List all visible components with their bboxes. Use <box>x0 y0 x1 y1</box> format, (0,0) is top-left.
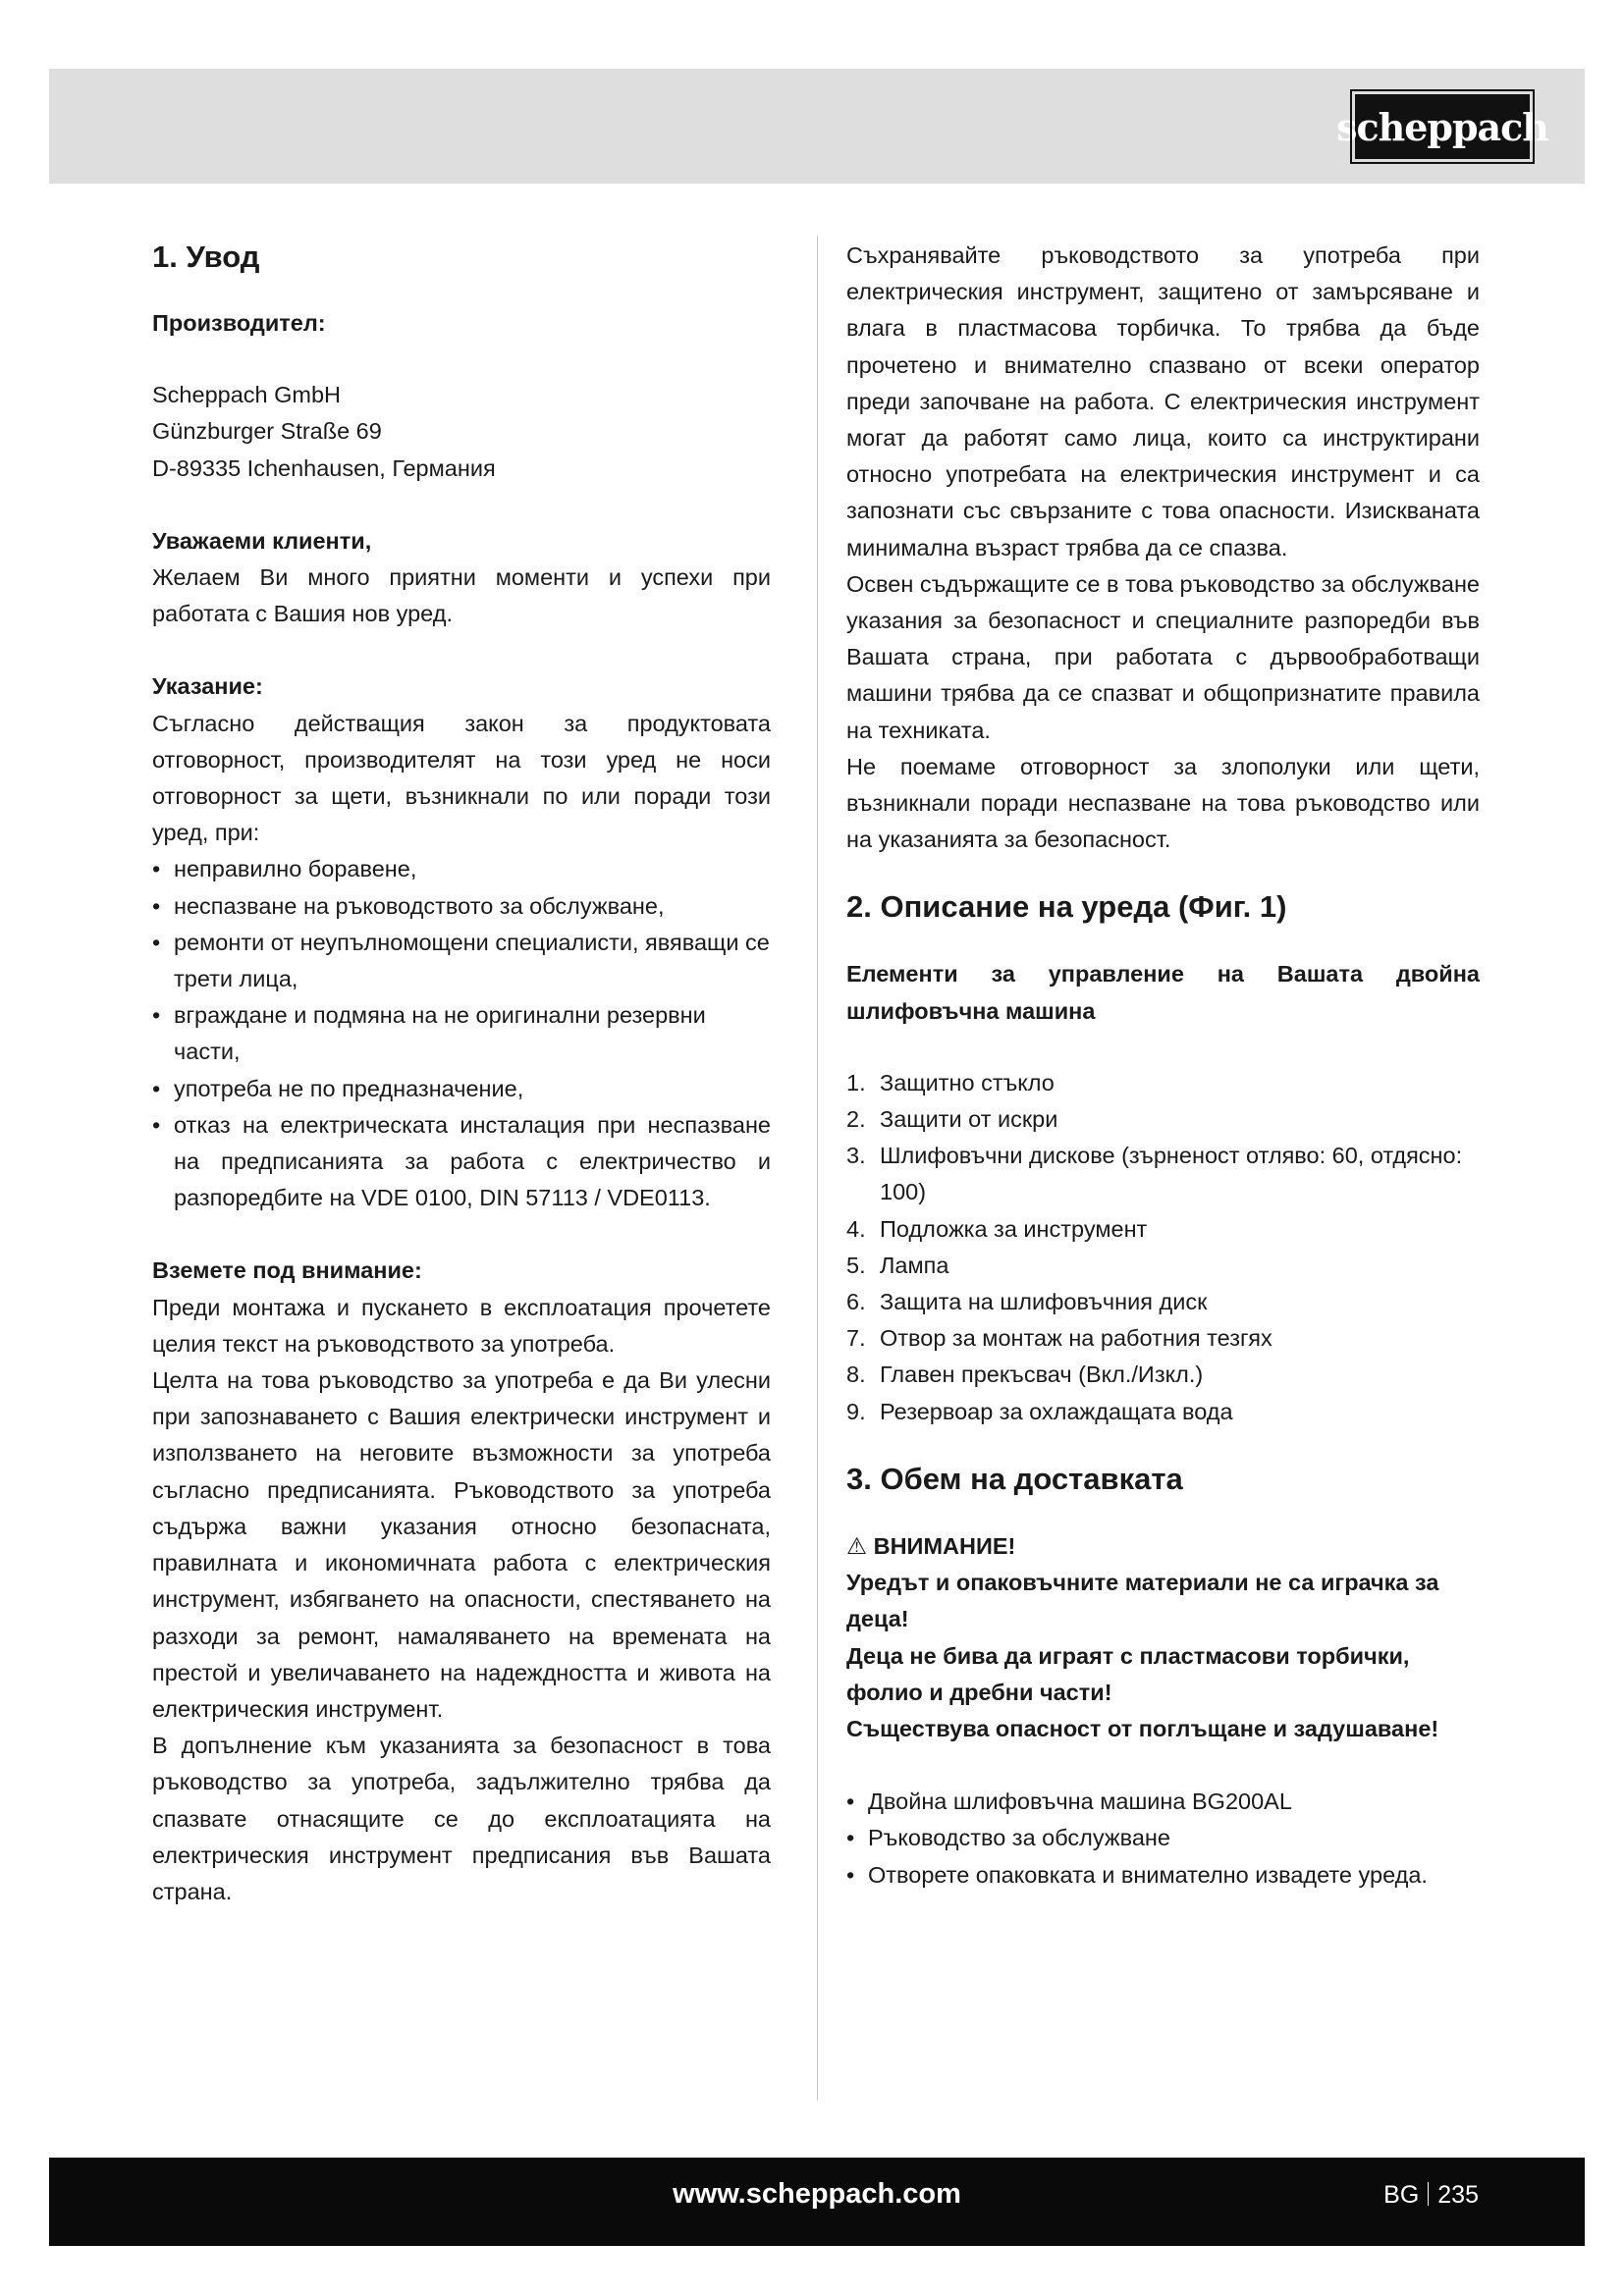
body-paragraph: Не поемаме отговорност за злополуки или щети, възникнали поради неспазване на това ръководство или на указанията за безопасност. <box>846 753 1480 853</box>
list-item: • употреба не по предназначение, <box>152 1071 771 1107</box>
left-column <box>152 238 771 1910</box>
list-item: • неспазване на ръководството за обслужване, <box>152 888 771 925</box>
list-item: • вграждане и подмяна на не оригинални резервни части, <box>152 997 771 1070</box>
customers-text: Желаем Ви много приятни моменти и успехи при работата с Вашия нов уред. <box>152 564 771 627</box>
column-divider <box>817 236 818 2101</box>
right-column <box>846 238 1480 1894</box>
footer-bar <box>49 2158 1585 2246</box>
page-number-value: 235 <box>1437 2181 1479 2209</box>
body-paragraph: Съхранявайте ръководството за употреба при електрическия инструмент, защитено от замърсяване и влага в пластмасова торбичка. То трябва да бъде прочетено и внимателно спазвано от всеки оператор преди започване на работа. С електрическия инструмент могат да работят само лица, които са инструктирани относно употребата на електрическия инструмент и са запознати със свързаните с това опасности. Изискваната минимална възраст трябва да се спазва. <box>846 242 1480 561</box>
header-bar <box>49 69 1585 184</box>
website-url: www.scheppach.com <box>673 2178 961 2210</box>
warning-text: Деца не бива да играят с пластмасови торбички, фолио и дребни части! <box>846 1642 1410 1705</box>
liability-exclusion-list <box>152 851 771 1216</box>
list-item: • неправилно боравене, <box>152 851 771 887</box>
heading-introduction: 1. Увод <box>152 240 260 274</box>
attention-paragraph: Преди монтажа и пускането в експлоатация прочетете целия текст на ръководството за употреба. <box>152 1294 771 1357</box>
manufacturer-address <box>152 377 771 487</box>
language-code: BG <box>1383 2181 1420 2209</box>
note-label: Указание: <box>152 673 263 700</box>
address-line: Scheppach GmbH <box>152 382 342 408</box>
list-item: 7. Отвор за монтаж на работния тезгях <box>846 1325 1272 1352</box>
customers-label: Уважаеми клиенти, <box>152 527 372 554</box>
list-item: 4. Подложка за инструмент <box>846 1215 1148 1242</box>
controls-label: Елементи за управление на Вашата двойна шлифовъчна машина <box>846 961 1480 1024</box>
delivery-list <box>846 1784 1480 1894</box>
scheppach-logo: scheppach <box>1355 94 1530 159</box>
manufacturer-label: Производител: <box>152 310 326 336</box>
heading-scope-of-delivery: 3. Обем на доставката <box>846 1461 1183 1496</box>
page-number <box>1383 2158 1479 2230</box>
list-item: 8. Главен прекъсвач (Вкл./Изкл.) <box>846 1362 1204 1388</box>
attention-paragraph: Целта на това ръководство за употреба е да Ви улесни при запознаването с Вашия електрически инструмент и използването на неговите възможности за употреба съгласно предписанията. Ръководството за употреба съдържа важни указания относно безопасната, правилната и икономичната работа с електрическия инструмент, избягването на опасности, спестяването на разходи за ремонт, намаляването на времената на престой и увеличаването на надеждността и живота на електрическия инструмент. <box>152 1367 771 1722</box>
list-item: • отказ на електрическата инсталация при неспазване на предписанията за работа с електричество и разпоредбите на VDE 0100, DIN 57113 / VDE0113. <box>152 1107 771 1217</box>
address-line: D-89335 Ichenhausen, Германия <box>152 454 496 481</box>
list-item: 1. Защитно стъкло <box>846 1069 1055 1095</box>
list-item: • ремонти от неупълномощени специалисти, явяващи се трети лица, <box>152 925 771 997</box>
attention-paragraph: В допълнение към указанията за безопасност в това ръководство за употреба, задължително трябва да спазвате отнасящите се до експлоатацията на електрическия инструмент предписания във Вашата страна. <box>152 1733 771 1904</box>
note-text: Съгласно действащия закон за продуктовата отговорност, производителят на този уред не носи отговорност за щети, възникнали по или поради този уред, при: <box>152 710 771 846</box>
warning-text: Съществува опасност от поглъщане и задушаване! <box>846 1715 1439 1741</box>
list-item: 5. Лампа <box>846 1252 949 1278</box>
address-line: Günzburger Straße 69 <box>152 418 382 445</box>
warning-text: Уредът и опаковъчните материали не са играчка за деца! <box>846 1570 1439 1632</box>
parts-list <box>846 1065 1480 1430</box>
list-item: 9. Резервоар за охлаждащата вода <box>846 1398 1233 1424</box>
list-item: 6. Защита на шлифовъчния диск <box>846 1289 1208 1315</box>
list-item: 3. Шлифовъчни дискове (зърненост отляво: 60, отдясно: 100) <box>846 1143 1463 1205</box>
list-item: 2. Защити от искри <box>846 1106 1058 1133</box>
warning-label: ⚠ ВНИМАНИЕ! <box>846 1532 1016 1559</box>
warning-triangle-icon: ⚠ <box>846 1532 868 1559</box>
attention-label: Вземете под внимание: <box>152 1257 422 1284</box>
heading-device-description: 2. Описание на уреда (Фиг. 1) <box>846 889 1287 925</box>
separator <box>1428 2182 1429 2206</box>
list-item: • Отворете опаковката и внимателно извадете уреда. <box>846 1857 1480 1894</box>
body-paragraph: Освен съдържащите се в това ръководство за обслужване указания за безопасност и специалните разпоредби във Вашата страна, при работата с дървообработващи машини трябва да се спазват и общопризнатите правила на техниката. <box>846 570 1480 743</box>
list-item: • Двойна шлифовъчна машина BG200AL <box>846 1784 1480 1820</box>
list-item: • Ръководство за обслужване <box>846 1820 1480 1856</box>
